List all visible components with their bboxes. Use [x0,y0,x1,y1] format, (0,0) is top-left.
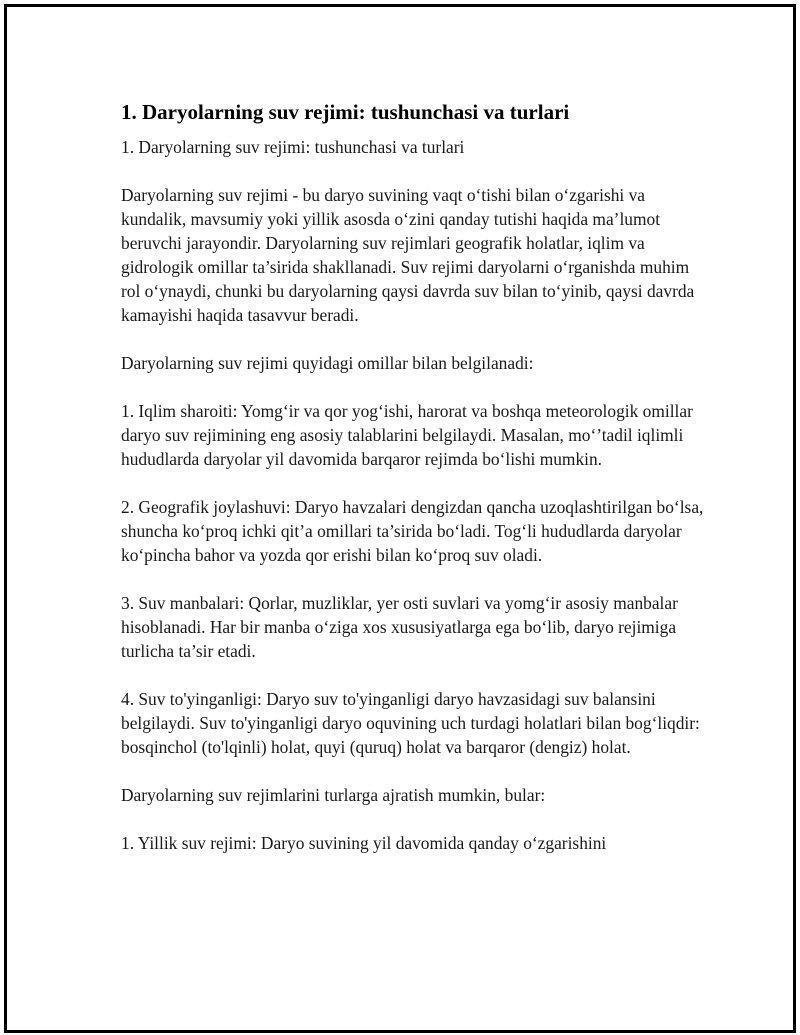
document-body [121,99,711,879]
paragraph-type-annual: 1. Yillik suv rejimi: Daryo suvining yil davomida qanday o‘zgarishini [121,833,607,853]
paragraph-factor-sources: 3. Suv manbalari: Qorlar, muzliklar, yer osti suvlari va yomg‘ir asosiy manbalar hisoblanadi. Har bir manba o‘ziga xos xususiyatlarga ega bo‘lib, daryo rejimiga turlicha ta’sir etadi. [121,593,678,661]
paragraph-factor-geography: 2. Geografik joylashuvi: Daryo havzalari dengizdan qancha uzoqlashtirilgan bo‘lsa, shuncha ko‘proq ichki qit’a omillari ta’sirida bo‘ladi. Tog‘li hududlarda daryolar ko‘pincha bahor va yozda qor erishi bilan ko‘proq suv oladi. [121,497,704,565]
paragraph-heading-repeat: 1. Daryolarning suv rejimi: tushunchasi va turlari [121,137,465,157]
document-page [4,4,796,1033]
paragraph-factors-intro: Daryolarning suv rejimi quyidagi omillar bilan belgilanadi: [121,353,534,373]
paragraph-factor-climate: 1. Iqlim sharoiti: Yomg‘ir va qor yog‘ishi, harorat va boshqa meteorologik omillar daryo suv rejimining eng asosiy talablarini belgilaydi. Masalan, mo‘’tadil iqlimli hududlarda daryolar yil davomida barqaror rejimda bo‘lishi mumkin. [121,401,693,469]
paragraph-factor-saturation: 4. Suv to'yinganligi: Daryo suv to'yinganligi daryo havzasidagi suv balansini belgilaydi. Suv to'yinganligi daryo oquvining uch turdagi holatlari bilan bog‘liqdir: bosqinchol (to'lqinli) holat, quyi (quruq) holat va barqaror (dengiz) holat. [121,689,700,757]
paragraph-types-intro: Daryolarning suv rejimlarini turlarga ajratish mumkin, bular: [121,785,546,805]
document-title: 1. Daryolarning suv rejimi: tushunchasi va turlari [121,100,570,124]
paragraph-definition: Daryolarning suv rejimi - bu daryo suvining vaqt o‘tishi bilan o‘zgarishi va kundalik, mavsumiy yoki yillik asosda o‘zini qanday tutishi haqida ma’lumot beruvchi jarayondir. Daryolarning suv rejimlari geografik holatlar, iqlim va gidrologik omillar ta’sirida shakllanadi. Suv rejimi daryolarni o‘rganishda muhim rol o‘ynaydi, chunki bu daryolarning qaysi davrda suv bilan to‘yinib, qaysi davrda kamayishi haqida tasavvur beradi. [121,185,695,325]
